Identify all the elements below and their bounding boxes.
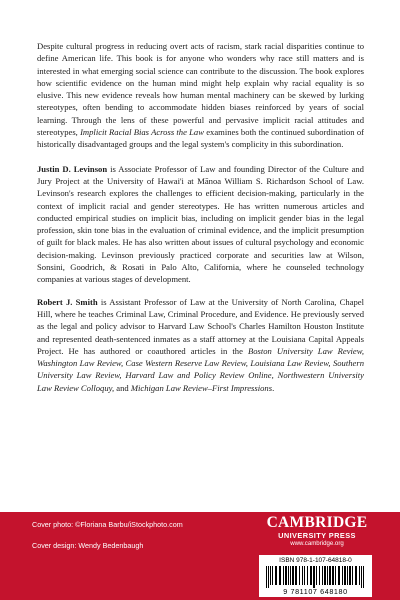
blurb-text-end: examines both the continued subordination of historically disadvantaged groups and the legal system's complicity in this subordination. [37, 127, 364, 150]
footer-band [0, 512, 400, 600]
bio-text-smith-and: and [114, 382, 131, 393]
author-bio-levinson [37, 163, 364, 286]
bio-text-smith: is Assistant Professor of Law at the University of North Carolina, Chapel Hill, where he teaches Criminal Law, Criminal Procedure, and Evidence. He previously served as the legal and policy advisor to Harvard Law School's Charles Hamilton Houston Institute and represented death-sentenced inmates as a staff attorney at the Louisiana Capital Appeals Project. He has authored or coauthored articles in the [37, 296, 365, 356]
bio-text-levinson: is Associate Professor of Law and founding Director of the Culture and Jury Project at the University of Hawai'i at Mānoa William S. Richardson School of Law. Levinson's research explores the challenges to efficient decision-making, particularly in the context of implicit racial and gender stereotypes. He has written numerous articles and conducted empirical studies on implicit bias, including on implicit gender bias in the legal profession, skin tone bias in the evaluation of criminal evidence, and the implicit presumption of guilt for black males. He has also written about issues of cultural psychology and economic decision-making. Levinson previously practiced corporate and securities law at Wilson, Sonsini, Goodrich, & Rosati in Palo Alto, California, where he counseled technology companies at various stages of development. [37, 163, 364, 285]
isbn-text: ISBN 978-1-107-64818-0 [279, 557, 352, 564]
book-title-italic: Implicit Racial Bias Across the Law [80, 127, 204, 138]
barcode-icon [266, 566, 365, 588]
author-bio-smith [37, 296, 364, 394]
ean-digits: 9 781107 648180 [283, 587, 348, 596]
publisher-press: UNIVERSITY PRESS [278, 531, 356, 540]
author-name-levinson: Justin D. Levinson [37, 163, 108, 174]
cover-design-credit: Cover design: Wendy Bedenbaugh [32, 541, 144, 550]
barcode-panel [259, 555, 372, 597]
publisher-name: CAMBRIDGE [266, 514, 368, 531]
bio-text-smith-end: . [272, 382, 275, 393]
journal-last: Michigan Law Review–First Impressions [130, 382, 273, 393]
author-name-smith: Robert J. Smith [37, 296, 98, 307]
journal-list: Boston University Law Review, Washington Law Review, Case Western Reserve Law Review, Louisiana Law Review, Southern University Law Review, Harvard Law and Policy Review Online, Northwestern University Law Review Colloquy, [37, 345, 364, 393]
back-cover-text [37, 40, 364, 406]
book-blurb [37, 40, 364, 151]
publisher-logo [262, 515, 372, 548]
publisher-url: www.cambridge.org [290, 540, 344, 547]
cover-photo-credit: Cover photo: ©Floriana Barbu/iStockphoto.com [32, 520, 183, 529]
blurb-text: Despite cultural progress in reducing overt acts of racism, stark racial disparities continue to define American life. This book is for anyone who wonders why race still matters and is interested in what emerging social science can contribute to the discussion. The book explores how scientific evidence on the human mind might help explain why racial equality is so elusive. This new evidence reveals how human mental machinery can be skewed by lurking stereotypes, often bending to accommodate hidden biases reinforced by years of social learning. Through the lens of these powerful and pervasive implicit racial attitudes and stereotypes, [37, 41, 364, 138]
